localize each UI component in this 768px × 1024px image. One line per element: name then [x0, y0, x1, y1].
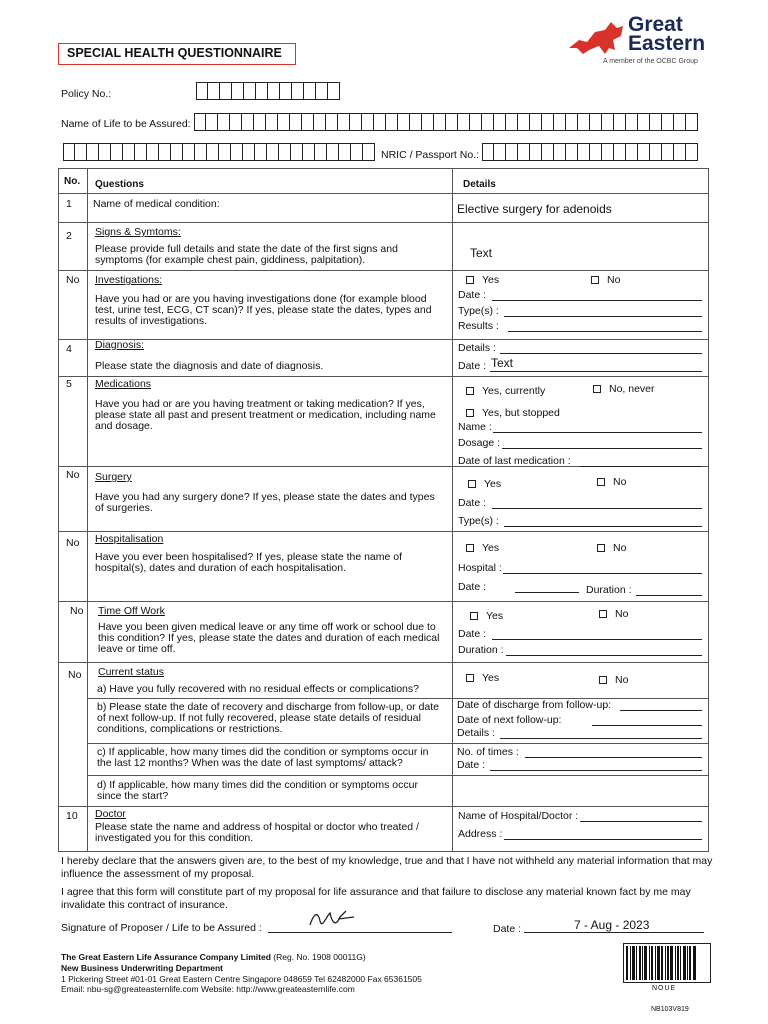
form-title: SPECIAL HEALTH QUESTIONNAIRE: [58, 43, 296, 65]
q10-hospital-label: Name of Hospital/Doctor :: [458, 810, 579, 822]
nric-extra-field[interactable]: [63, 143, 375, 161]
q8-no-option[interactable]: No: [599, 608, 628, 620]
col-questions-header: Questions: [95, 179, 144, 190]
q7-no-option[interactable]: No: [597, 542, 626, 554]
policy-label: Policy No.:: [61, 88, 112, 100]
q7-title: Hospitalisation: [95, 533, 164, 545]
q4-date-answer[interactable]: Text: [491, 356, 514, 370]
footer-dept: New Business Underwriting Department: [61, 963, 224, 973]
q9d-text: d) If applicable, how many times did the condition or symptoms occur since the start?: [97, 779, 418, 802]
q7-hospital-line[interactable]: [503, 573, 702, 574]
checkbox-icon: [466, 674, 474, 682]
q6-number: No: [66, 469, 80, 481]
logo-subtitle: A member of the OCBC Group: [603, 58, 698, 65]
q2-answer[interactable]: Text: [470, 246, 493, 260]
declaration-paragraph-2: I agree that this form will constitute part of my proposal for life assurance and that failure to disclose any material known fact by me may invalidate this contract of insurance.: [61, 886, 691, 911]
q9-details-line[interactable]: [500, 738, 702, 739]
q9-next-line[interactable]: [592, 725, 702, 726]
q7-hospital-label: Hospital :: [458, 562, 502, 574]
q5-title: Medications: [95, 378, 152, 390]
col-no-header: No.: [64, 176, 81, 187]
q8-text: Have you been given medical leave or any time off work or school due to this condition? If yes, please state the dates and duration of each medical leave or time off.: [98, 621, 440, 655]
q10-text: Please state the name and address of hospital or doctor who treated / investigated you for this condition.: [95, 821, 419, 844]
barcode-text: NOUE: [652, 985, 677, 992]
q4-details-label: Details :: [458, 342, 496, 354]
q2-text: Please provide full details and state the date of the first signs and symptoms (for example chest pain, giddiness, palpitation).: [95, 243, 398, 266]
q4-details-line[interactable]: [500, 353, 702, 354]
q6-text: Have you had any surgery done? If yes, please state the dates and types of surgeries.: [95, 491, 435, 514]
q4-date-line[interactable]: [490, 371, 702, 372]
q3-no-option[interactable]: No: [591, 274, 620, 286]
declaration-paragraph-1: I hereby declare that the answers given are, to the best of my knowledge, true and that I have not withheld any material information that may influence the assessment of my proposal.: [61, 855, 713, 880]
date-line[interactable]: [524, 932, 704, 933]
logo-wordmark: Great Eastern: [628, 13, 706, 55]
date-value[interactable]: 7 - Aug - 2023: [574, 918, 650, 932]
q5-name-line[interactable]: [493, 432, 702, 433]
q9-number: No: [68, 669, 82, 681]
q5-dosage-line[interactable]: [502, 448, 702, 449]
q5-dosage-label: Dosage :: [458, 437, 501, 449]
q5-date-last-line[interactable]: [580, 466, 702, 467]
q9-date-label: Date :: [457, 759, 486, 771]
q9-next-label: Date of next follow-up:: [457, 714, 562, 726]
checkbox-icon: [593, 385, 601, 393]
signature-label: Signature of Proposer / Life to be Assured :: [61, 922, 262, 934]
q10-address-label: Address :: [458, 828, 503, 840]
q3-results-label: Results :: [458, 320, 499, 332]
q9-times-label: No. of times :: [457, 746, 519, 758]
q6-yes-option[interactable]: Yes: [468, 478, 501, 490]
q2-number: 2: [66, 230, 72, 242]
footer-company: The Great Eastern Life Assurance Company Limited (Reg. No. 1908 00011G): [61, 952, 366, 962]
q8-title: Time Off Work: [98, 605, 165, 617]
q10-address-line[interactable]: [504, 839, 702, 840]
q9a-text: a) Have you fully recovered with no residual effects or complications?: [97, 683, 419, 695]
q5-no-never-option[interactable]: No, never: [593, 383, 655, 395]
lion-logo-icon: [565, 18, 627, 58]
barcode: [623, 943, 711, 983]
q3-yes-option[interactable]: Yes: [466, 274, 499, 286]
q10-number: 10: [66, 810, 78, 822]
q6-no-option[interactable]: No: [597, 476, 626, 488]
q8-duration-line[interactable]: [506, 655, 702, 656]
q9-details-label: Details :: [457, 727, 495, 739]
checkbox-icon: [466, 409, 474, 417]
q7-duration-label: Duration :: [586, 584, 632, 596]
q3-types-label: Type(s) :: [458, 305, 499, 317]
footer-address: 1 Pickering Street #01-01 Great Eastern Centre Singapore 048659 Tel 62482000 Fax 65361505: [61, 974, 422, 984]
q3-date-label: Date :: [458, 289, 487, 301]
q10-title: Doctor: [95, 808, 126, 820]
q8-yes-option[interactable]: Yes: [470, 610, 503, 622]
checkbox-icon: [470, 612, 478, 620]
nric-field[interactable]: [482, 143, 698, 161]
q7-date-label: Date :: [458, 581, 487, 593]
q3-date-line[interactable]: [492, 300, 702, 301]
q9-no-option[interactable]: No: [599, 674, 628, 686]
footer-contact: Email: nbu-sg@greateasternlife.com Website: http://www.greateasternlife.com: [61, 984, 355, 994]
name-label: Name of Life to be Assured:: [61, 118, 191, 130]
q5-number: 5: [66, 378, 72, 390]
q5-text: Have you had or are you having treatment or taking medication? If yes, please state all past and present treatment or medication, including name and dosage.: [95, 398, 436, 432]
q7-number: No: [66, 537, 80, 549]
q9-discharge-label: Date of discharge from follow-up:: [457, 699, 612, 711]
checkbox-icon: [466, 276, 474, 284]
q1-number: 1: [66, 198, 72, 210]
q10-hospital-line[interactable]: [580, 821, 702, 822]
signature-scribble: [302, 903, 362, 933]
name-field[interactable]: [194, 113, 698, 131]
checkbox-icon: [466, 544, 474, 552]
q5-yes-currently-option[interactable]: Yes, currently: [466, 385, 545, 397]
checkbox-icon: [597, 544, 605, 552]
q3-text: Have you had or are you having investigations done (for example blood test, urine test, ECG, CT scan)? If yes, please state the dates, types and results of investigations.: [95, 293, 432, 327]
q6-types-label: Type(s) :: [458, 515, 499, 527]
q3-title: Investigations:: [95, 274, 163, 286]
col-details-header: Details: [463, 179, 496, 190]
q7-duration-line[interactable]: [636, 595, 702, 596]
q2-title: Signs & Symtoms:: [95, 226, 181, 238]
q6-date-label: Date :: [458, 497, 487, 509]
q8-number: No: [70, 605, 84, 617]
nric-label: NRIC / Passport No.:: [381, 149, 480, 161]
q9-title: Current status: [98, 666, 164, 678]
q4-date-label: Date :: [458, 360, 487, 372]
q3-results-line[interactable]: [508, 331, 702, 332]
q7-date-line[interactable]: [515, 592, 579, 593]
q5-date-last-label: Date of last medication :: [458, 455, 571, 467]
checkbox-icon: [599, 676, 607, 684]
q3-number: No: [66, 274, 80, 286]
q9-times-line[interactable]: [525, 757, 702, 758]
q1-title: Name of medical condition:: [93, 198, 220, 210]
q9-yes-option[interactable]: Yes: [466, 672, 499, 684]
date-label: Date :: [493, 923, 522, 935]
q8-date-label: Date :: [458, 628, 487, 640]
q9b-text: b) Please state the date of recovery and discharge from follow-up, or date of next follow-up. If not fully recovered, please state details of residual conditions, complications or restrictions.: [97, 701, 440, 735]
q7-yes-option[interactable]: Yes: [466, 542, 499, 554]
q3-types-line[interactable]: [504, 316, 702, 317]
q4-text: Please state the diagnosis and date of diagnosis.: [95, 360, 324, 372]
checkbox-icon: [591, 276, 599, 284]
q1-answer[interactable]: Elective surgery for adenoids: [457, 202, 612, 216]
q4-number: 4: [66, 343, 72, 355]
q6-date-line[interactable]: [492, 508, 702, 509]
form-code: NB103V819: [651, 1006, 689, 1013]
checkbox-icon: [466, 387, 474, 395]
q5-yes-stopped-option[interactable]: Yes, but stopped: [466, 407, 560, 419]
q8-duration-label: Duration :: [458, 644, 504, 656]
q6-title: Surgery: [95, 471, 132, 483]
q8-date-line[interactable]: [492, 639, 702, 640]
checkbox-icon: [597, 478, 605, 486]
q9-date-line[interactable]: [490, 770, 702, 771]
q4-title: Diagnosis:: [95, 339, 145, 351]
checkbox-icon: [468, 480, 476, 488]
policy-number-field[interactable]: [196, 82, 340, 100]
checkbox-icon: [599, 610, 607, 618]
q7-text: Have you ever been hospitalised? If yes, please state the name of hospital(s), dates and duration of each hospitalisation.: [95, 551, 403, 574]
q9-discharge-line[interactable]: [620, 710, 702, 711]
q9c-text: c) If applicable, how many times did the condition or symptoms occur in the last 12 months? When was the date of last symptoms/ attack?: [97, 746, 429, 769]
q5-name-label: Name :: [458, 421, 492, 433]
q6-types-line[interactable]: [504, 526, 702, 527]
